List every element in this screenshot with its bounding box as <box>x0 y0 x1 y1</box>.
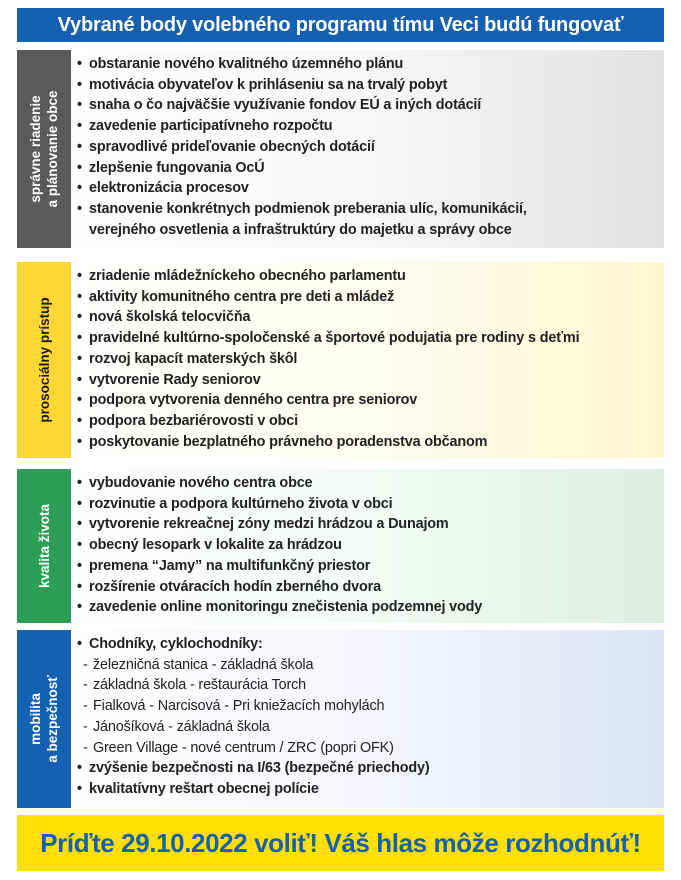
list-item: • elektronizácia procesov <box>77 180 249 197</box>
list-subitem: - Green Village - nové centrum / ZRC (popri OFK) <box>83 739 394 756</box>
list-item: • rozvoj kapacít materských škôl <box>77 350 298 367</box>
list-item-continuation: verejného osvetlenia a infraštruktúry do majetku a správy obce <box>89 221 512 238</box>
call-to-action-banner: Príďte 29.10.2022 voliť! Váš hlas môže rozhodnúť! <box>17 815 664 871</box>
list-item: • vytvorenie rekreačnej zóny medzi hrádzou a Dunajom <box>77 516 449 533</box>
section-label-line: a plánovanie obce <box>45 90 60 208</box>
list-item: • spravodlivé prideľovanie obecných dotácií <box>77 138 375 155</box>
section-label-box <box>17 630 71 808</box>
section-label-line: prosociálny prístup <box>36 297 52 423</box>
section-mobility-safety <box>17 630 664 808</box>
list-item: • nová školská telocvičňa <box>77 309 251 326</box>
list-item: • stanovenie konkrétnych podmienok preberania ulíc, komunikácií, <box>77 200 527 217</box>
section-prosocial <box>17 262 664 458</box>
list-item: • rozvinutie a podpora kultúrneho života v obci <box>77 495 393 512</box>
list-item: • zriadenie mládežníckeho obecného parlamentu <box>77 268 406 284</box>
page-title: Vybrané body volebného programu tímu Veci budú fungovať <box>17 8 664 42</box>
list-item: • snaha o čo najväčšie využívanie fondov EÚ a iných dotácií <box>77 97 482 114</box>
section-label <box>22 599 66 839</box>
list-item: • vybudovanie nového centra obce <box>77 475 313 491</box>
list-item: • vytvorenie Rady seniorov <box>77 371 261 388</box>
list-item: • pravidelné kultúrno-spoločenské a športové podujatia pre rodiny s deťmi <box>77 330 580 347</box>
list-item: • obstaranie nového kvalitného územného plánu <box>77 56 404 72</box>
list-item: • premena “Jamy” na multifunkčný priestor <box>77 557 371 574</box>
section-label-line: správne riadenie <box>28 95 43 203</box>
section-label-line: kvalita života <box>36 503 52 589</box>
bullet-list <box>77 634 664 800</box>
list-item: • aktivity komunitného centra pre deti a mládež <box>77 288 395 305</box>
list-subitem: - základná škola - reštaurácia Torch <box>83 677 307 694</box>
section-label-line: mobilita <box>28 693 43 745</box>
list-item: • zlepšenie fungovania OcÚ <box>77 159 265 176</box>
list-item: • Chodníky, cyklochodníky: <box>77 636 263 652</box>
section-label <box>22 29 66 269</box>
list-subitem: - Fialková - Narcisová - Pri kniežacích mohylách <box>83 698 385 715</box>
section-label-box <box>17 50 71 248</box>
list-item: • motivácia obyvateľov k prihláseniu sa na trvalý pobyt <box>77 76 448 93</box>
list-item: • podpora bezbariérovosti v obci <box>77 412 298 429</box>
section-label-line: a bezpečnosť <box>45 675 60 763</box>
bullet-list <box>77 266 664 452</box>
list-item: • kvalitatívny reštart obecnej polície <box>77 780 319 797</box>
list-subitem: - Jánošíková - základná škola <box>83 718 270 735</box>
section-quality-of-life <box>17 469 664 623</box>
bullet-list <box>77 54 664 240</box>
list-item: • poskytovanie bezplatného právneho poradenstva občanom <box>77 433 488 450</box>
list-subitem: - železničná stanica - základná škola <box>83 656 314 673</box>
bullet-list <box>77 473 664 618</box>
list-item: • rozšírenie otváracích hodín zberného dvora <box>77 578 381 595</box>
list-item: • podpora vytvorenia denného centra pre seniorov <box>77 392 418 409</box>
list-item: • zvýšenie bezpečnosti na I/63 (bezpečné priechody) <box>77 760 430 777</box>
section-governance <box>17 50 664 248</box>
list-item: • zavedenie online monitoringu znečistenia podzemnej vody <box>77 599 483 616</box>
list-item: • zavedenie participatívneho rozpočtu <box>77 118 333 135</box>
list-item: • obecný lesopark v lokalite za hrádzou <box>77 537 342 554</box>
